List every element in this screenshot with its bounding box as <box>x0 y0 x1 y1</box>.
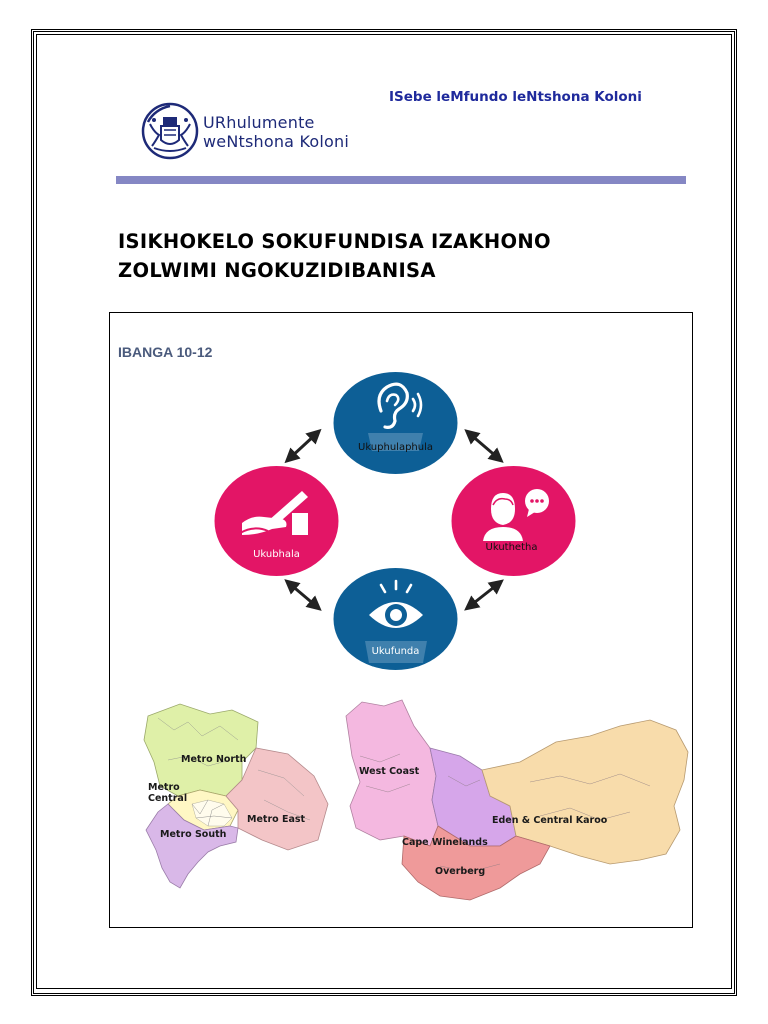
map-label-cape-winelands: Cape Winelands <box>402 837 488 848</box>
arrow-bottom-left <box>290 584 316 606</box>
logo-line-2: weNtshona Koloni <box>203 132 349 151</box>
arrow-bottom-right <box>470 584 498 606</box>
eye-icon <box>365 579 427 635</box>
arrow-top-right <box>470 434 498 458</box>
skill-writing-label: Ukubhala <box>253 549 300 560</box>
skill-reading <box>333 567 458 671</box>
department-name: ISebe leMfundo leNtshona Koloni <box>389 89 642 105</box>
map-label-west-coast: West Coast <box>359 766 420 777</box>
map-label-metro-north: Metro North <box>181 754 247 765</box>
province-districts-map <box>340 696 690 910</box>
hand-writing-icon <box>238 487 314 539</box>
document-title <box>118 227 678 285</box>
skill-reading-label: Ukufunda <box>371 646 420 657</box>
skill-speaking <box>451 465 576 577</box>
grade-label: IBANGA 10-12 <box>118 344 213 360</box>
skill-speaking-label: Ukuthetha <box>485 542 538 553</box>
title-line-2: ZOLWIMI NGOKUZIDIBANISA <box>118 259 436 282</box>
map-label-metro-east: Metro East <box>247 814 306 825</box>
ear-icon <box>371 381 425 431</box>
title-line-1: ISIKHOKELO SOKUFUNDISA IZAKHONO <box>118 230 551 253</box>
map-label-overberg: Overberg <box>435 866 486 877</box>
map-label-eden-central-karoo: Eden & Central Karoo <box>492 815 608 826</box>
skill-listening-label: Ukuphulaphula <box>358 442 433 453</box>
skill-writing <box>214 465 339 577</box>
header-rule <box>116 176 686 184</box>
skill-listening <box>333 371 458 475</box>
logo-line-1: URhulumente <box>203 113 315 132</box>
logo-wordmark <box>203 113 349 151</box>
arrow-top-left <box>290 434 316 458</box>
map-label-metro-south: Metro South <box>160 829 227 840</box>
speaking-person-icon <box>481 487 551 541</box>
map-label-metro-central: Metro Central <box>148 782 188 804</box>
